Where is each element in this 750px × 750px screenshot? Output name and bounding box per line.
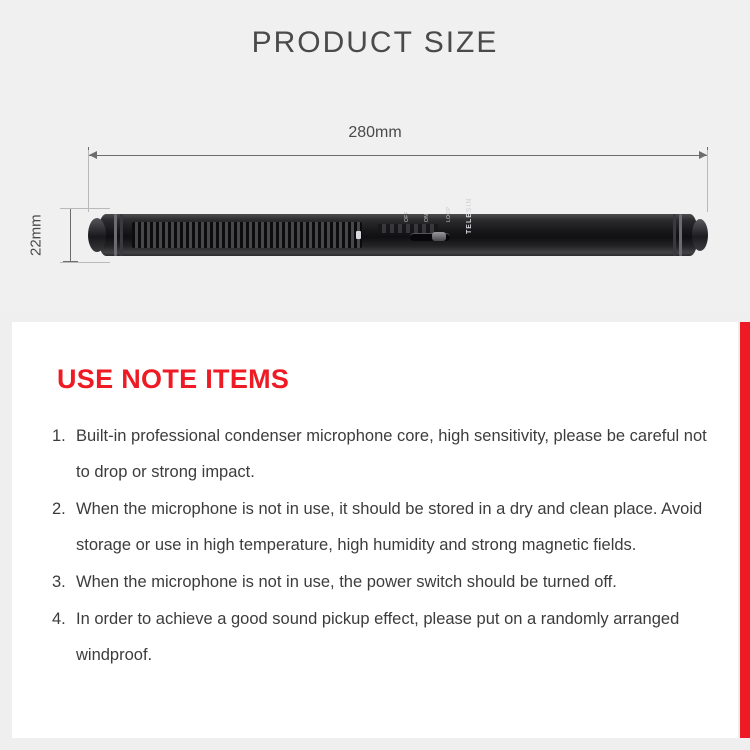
microphone-tip-left [88, 218, 106, 252]
list-item-number: 1. [52, 427, 66, 445]
page-title: PRODUCT SIZE [251, 26, 499, 59]
microphone-illustration [88, 197, 708, 262]
switch-label-on: ON [424, 213, 430, 222]
list-item-number: 4. [52, 610, 66, 628]
list-item-text: When the microphone is not in use, it should be stored in a dry and clean place. Avoid storage or use in high temperature, high humidity and strong magnetic fields. [76, 500, 703, 554]
list-item-number: 3. [52, 573, 66, 591]
microphone-tip-right [692, 219, 708, 251]
brand-label: TELESIN [466, 197, 473, 234]
microphone-vent-slots [132, 222, 362, 248]
guide-line-left [88, 150, 89, 212]
list-item [52, 491, 712, 563]
list-item [52, 601, 712, 673]
accent-strip [740, 322, 750, 738]
microphone-ring [673, 214, 676, 256]
microphone-ring [114, 214, 117, 256]
height-dimension-line [70, 208, 71, 262]
microphone-ring [679, 214, 682, 256]
use-note-list [52, 418, 712, 674]
product-size-section [0, 0, 750, 312]
microphone-ring [120, 214, 123, 256]
height-dimension-label: 22mm [27, 214, 45, 256]
arrow-left-icon [89, 151, 97, 159]
use-note-title: USE NOTE ITEMS [57, 364, 290, 394]
list-item [52, 564, 712, 600]
switch-label-loop: LOOP [446, 206, 452, 222]
guide-line-bottom [60, 262, 110, 263]
use-note-card [12, 322, 738, 738]
width-dimension-line [88, 155, 708, 156]
switch-label-off: OFF [404, 210, 410, 222]
microphone-switch-knob [432, 232, 446, 241]
list-item-text: In order to achieve a good sound pickup effect, please put on a randomly arranged windproof. [76, 610, 680, 664]
list-item-text: When the microphone is not in use, the power switch should be turned off. [76, 573, 617, 591]
microphone-vent-slots-secondary [378, 224, 438, 233]
arrow-right-icon [699, 151, 707, 159]
microphone-led-indicator [356, 231, 361, 239]
list-item-number: 2. [52, 500, 66, 518]
guide-line-right [707, 150, 708, 212]
width-dimension-label: 280mm [348, 124, 402, 141]
list-item-text: Built-in professional condenser microphone core, high sensitivity, please be careful not to drop or strong impact. [76, 427, 707, 481]
list-item [52, 418, 712, 490]
